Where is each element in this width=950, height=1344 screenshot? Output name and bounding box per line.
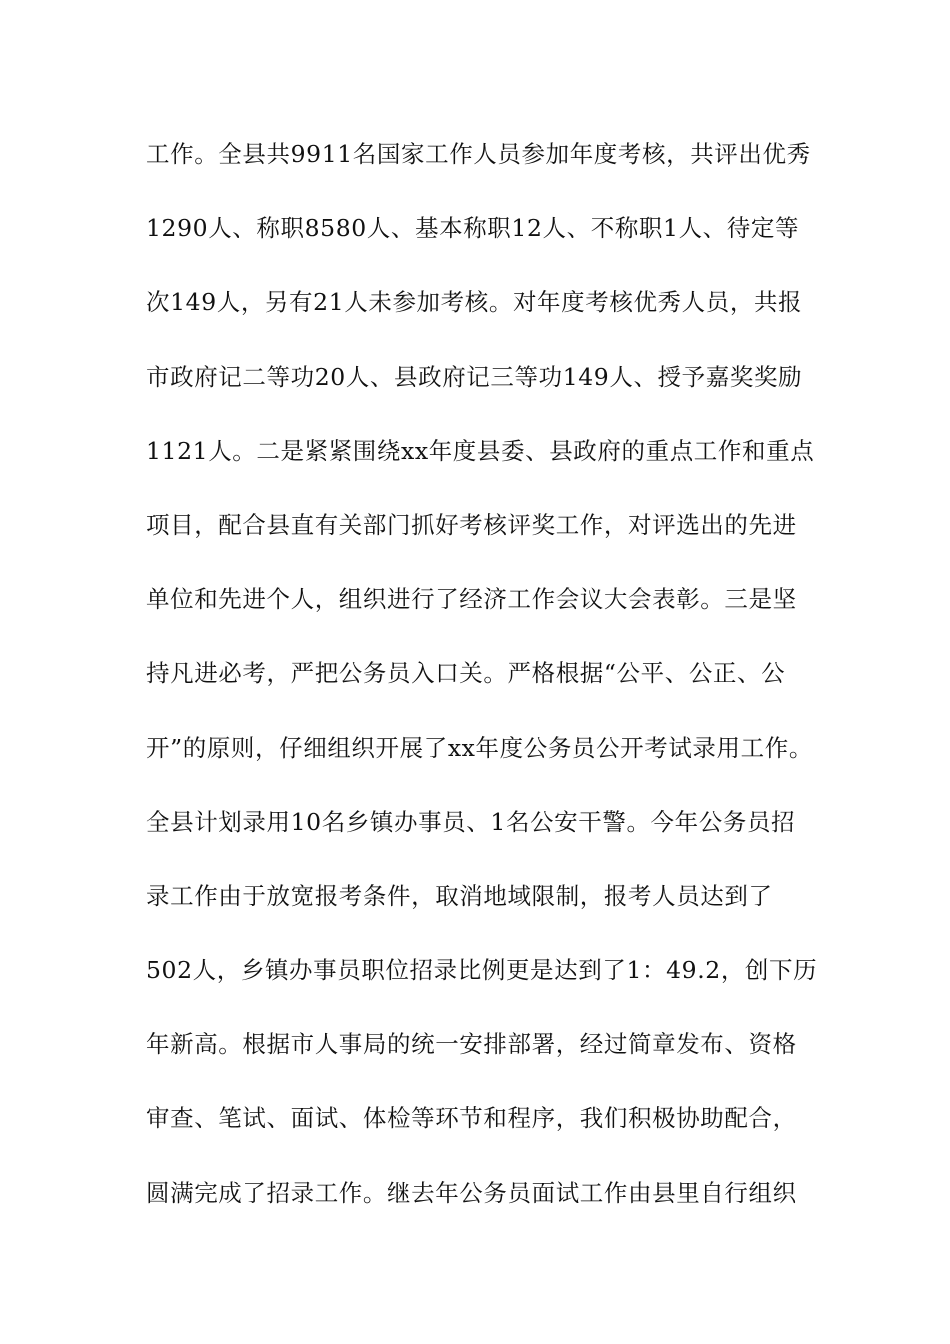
text-line: 圆满完成了招录工作。继去年公务员面试工作由县里自行组织 [146,1178,797,1207]
text-line: 开”的原则，仔细组织开展了xx年度公务员公开考试录用工作。 [146,733,813,762]
text-line: 市政府记二等功20人、县政府记三等功149人、授予嘉奖奖励 [146,362,803,391]
text-line: 次149人，另有21人未参加考核。对年度考核优秀人员，共报 [146,288,803,317]
text-line: 年新高。根据市人事局的统一安排部署，经过简章发布、资格 [146,1030,797,1059]
text-line: 1121人。二是紧紧围绕xx年度县委、县政府的重点工作和重点 [146,436,815,465]
text-line: 审查、笔试、面试、体检等环节和程序，我们积极协助配合， [146,1104,797,1133]
text-line: 持凡进必考，严把公务员入口关。严格根据“公平、公正、公 [146,659,786,688]
text-line: 工作。全县共9911名国家工作人员参加年度考核，共评出优秀 [146,140,811,168]
text-line: 录工作由于放宽报考条件，取消地域限制，报考人员达到了 [146,881,773,910]
text-line: 全县计划录用10名乡镇办事员、1名公安干警。今年公务员招 [146,807,796,836]
text-line: 项目，配合县直有关部门抓好考核评奖工作，对评选出的先进 [146,510,797,539]
text-line: 502人，乡镇办事员职位招录比例更是达到了1：49.2，创下历 [146,956,818,985]
text-line: 单位和先进个人，组织进行了经济工作会议大会表彰。三是坚 [146,585,797,614]
text-line: 1290人、称职8580人、基本称职12人、不称职1人、待定等 [146,214,800,243]
body-paragraph [146,134,836,1247]
